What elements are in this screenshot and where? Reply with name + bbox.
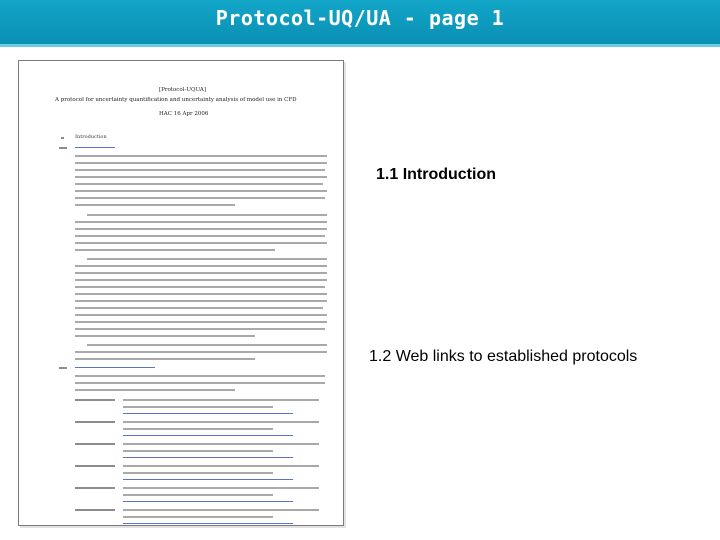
doc-text-line <box>75 155 327 157</box>
doc-section-number <box>59 367 67 369</box>
doc-text-line <box>75 204 235 206</box>
doc-ref-key <box>75 399 115 401</box>
doc-text-line <box>123 406 273 408</box>
doc-text-line <box>75 190 327 192</box>
doc-ref-key <box>75 487 115 489</box>
doc-text-line <box>75 197 325 199</box>
doc-text-line <box>75 389 235 391</box>
doc-text-line <box>123 421 319 423</box>
doc-text-line <box>123 494 273 496</box>
doc-bullet-mark <box>61 137 64 139</box>
doc-subheading-line <box>75 147 115 148</box>
document-page <box>19 61 343 525</box>
doc-text-line <box>75 183 323 185</box>
doc-section-number <box>59 147 67 149</box>
doc-text-line <box>75 235 325 237</box>
doc-section-label: Introduction <box>75 134 107 140</box>
doc-text-line <box>75 242 327 244</box>
doc-text-line <box>123 509 319 511</box>
doc-text-line <box>123 443 319 445</box>
doc-text-line <box>75 375 325 377</box>
doc-text-line <box>75 293 327 295</box>
doc-text-line <box>75 265 327 267</box>
doc-text-line <box>75 335 255 337</box>
doc-ref-link <box>123 435 293 436</box>
doc-text-line <box>75 176 327 178</box>
slide-title: Protocol-UQ/UA - page 1 <box>215 6 505 30</box>
doc-text-line <box>75 300 327 302</box>
doc-text-line <box>75 228 327 230</box>
doc-text-line <box>75 279 327 281</box>
doc-text-line <box>75 351 327 353</box>
doc-ref-key <box>75 509 115 511</box>
doc-text-line <box>75 169 325 171</box>
doc-text-line <box>123 472 273 474</box>
doc-text-line <box>87 344 327 346</box>
doc-text-line <box>123 487 319 489</box>
doc-ref-key <box>75 465 115 467</box>
doc-ref-link <box>123 479 293 480</box>
doc-text-line <box>123 428 273 430</box>
doc-text-line <box>87 258 327 260</box>
doc-text-line <box>75 321 327 323</box>
doc-text-line <box>75 382 325 384</box>
doc-text-line <box>75 249 275 251</box>
doc-ref-link <box>123 457 293 458</box>
doc-heading-3: HAC 16 Apr 2006 <box>159 111 209 117</box>
doc-ref-link <box>123 501 293 502</box>
doc-text-line <box>75 314 327 316</box>
doc-text-line <box>75 286 325 288</box>
doc-ref-key <box>75 421 115 423</box>
doc-heading-2: A protocol for uncertainty quantification and uncertainty analysis of model use in CFD <box>55 97 297 103</box>
doc-text-line <box>123 450 273 452</box>
doc-subheading-line <box>75 367 155 368</box>
doc-text-line <box>75 162 327 164</box>
annotation-introduction: 1.1 Introduction <box>376 166 496 183</box>
doc-text-line <box>87 214 327 216</box>
doc-text-line <box>123 465 319 467</box>
doc-ref-key <box>75 443 115 445</box>
doc-text-line <box>75 328 325 330</box>
slide-title-bar <box>0 0 720 47</box>
doc-text-line <box>75 272 327 274</box>
doc-ref-link <box>123 413 293 414</box>
doc-text-line <box>75 221 327 223</box>
doc-text-line <box>75 307 323 309</box>
doc-ref-link <box>123 523 293 524</box>
doc-heading-1: [Protocol-UQUA] <box>159 87 207 93</box>
document-thumbnail <box>18 60 344 526</box>
doc-text-line <box>123 399 319 401</box>
doc-text-line <box>75 358 255 360</box>
doc-text-line <box>123 516 273 518</box>
annotation-web-links: 1.2 Web links to established protocols <box>369 348 638 365</box>
